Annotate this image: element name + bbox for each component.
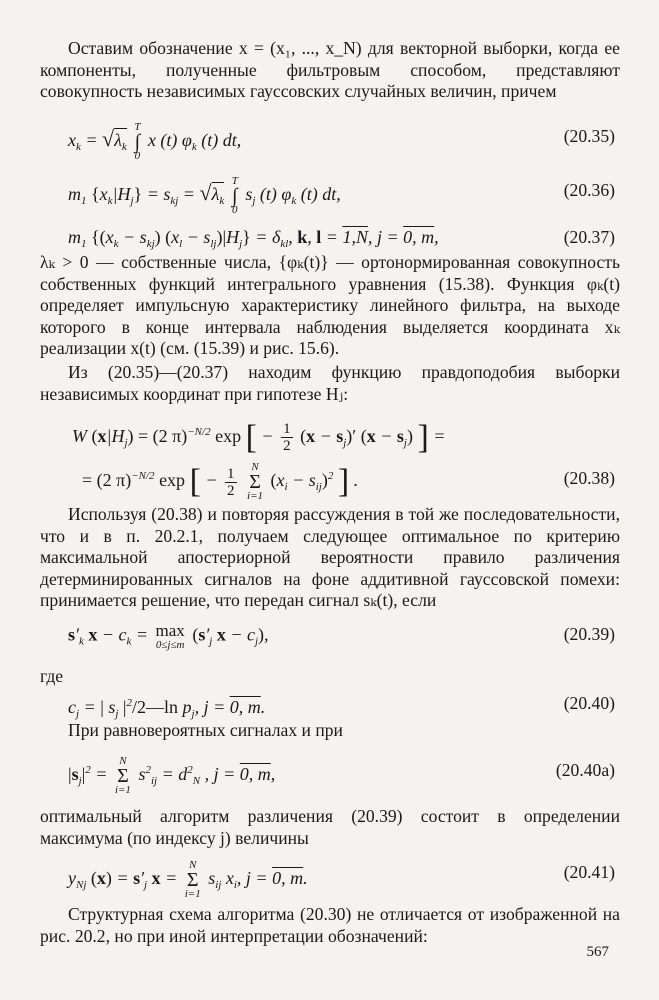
equation-20-40a: $|s_j|^2$ = N Σ i=1 $s^2_{ij} = d^2_N$ , j = 0, m, xyxy=(68,755,276,796)
equation-number-20-41: (20.41) xyxy=(563,862,615,882)
paragraph-eigen: λₖ > 0 — собственные числа, {φₖ(t)} — ортонормированная совокупность собственных функций интегрального уравнения (15.38). Функция φₖ(t) определяет импульсную характеристику линейного фильтра, на выходе которого в конце интервала наблюдения выделяется координата xₖ реализации x(t) (см. (15.39) и рис. 15.6). xyxy=(40,252,620,359)
equation-number-20-37: (20.37) xyxy=(563,227,615,247)
equation-20-35: $x_k = √\lambda_k$ T ∫ 0 x (t) $\varphi_k$ (t) dt, xyxy=(68,121,242,162)
paragraph-structure: Структурная схема алгоритма (20.30) не отличается от изображенной на рис. 20.2, но при иной интерпретации обозначений: xyxy=(40,904,620,946)
paragraph-intro: Оставим обозначение x = (x₁, ..., x_N) для векторной выборки, когда ее компоненты, полученные фильтровым способом, представляют совокупность независимых гауссовских случайных величин, причем xyxy=(40,38,620,102)
equation-number-20-35: (20.35) xyxy=(563,126,615,146)
equation-number-20-38: (20.38) xyxy=(563,468,615,488)
equation-20-39: $s'_k$ $x - c_k$ = max 0≤j≤m ($s'_j$ $x - c_j$), xyxy=(68,621,269,651)
paragraph-likelihood: Из (20.35)—(20.37) находим функцию правдоподобия выборки независимых координат при гипотезе Hⱼ: xyxy=(40,362,620,404)
equation-number-20-40: (20.40) xyxy=(563,693,615,713)
equation-20-38-line1: W $(x|H_j) = (2$ π)$^{-N/2}$ exp [ − $\frac{1}{2}$ $(x - s_j)'$ $(x - s_j)$ ] = xyxy=(72,418,446,456)
equation-number-20-40a: (20.40а) xyxy=(555,760,615,780)
paragraph-decision-rule: Используя (20.38) и повторяя рассуждения в той же последовательности, что и в п. 20.2.1, получаем следующее оптимальное по критерию максимальной апостериорной вероятности правило различения детерминированных сигналов на фоне аддитивной гауссовской помехи: принимается решение, что передан сигнал sₖ(t), если xyxy=(40,504,620,611)
equation-20-38-line2: = (2 π)$^{-N/2}$ exp [ − $\frac{1}{2}$ N Σ i=1 $(x_i - s_{ij})^2$ ] . xyxy=(82,461,359,502)
page-number: 567 xyxy=(586,944,609,960)
paragraph-equiprobable: При равновероятных сигналах и при xyxy=(68,720,343,740)
word-where: где xyxy=(40,666,64,686)
equation-20-41: $y_{Nj}$ $(x) = s'_j$ x = N Σ i=1 $s_{ij}$ $x_i$, j = 0, m. xyxy=(68,859,308,900)
equation-20-37: $m_1$ $\{(x_k - s_{kj}) (x_l - s_{lj})|H_j\} = \delta_{kl}$, k, l = 1,N, j = 0, m, xyxy=(68,227,439,250)
equation-20-40: $c_j$ = | $s_j$ $|^2/2—\ln$ $p_j$, j = 0, m. xyxy=(68,697,266,720)
paragraph-algorithm: оптимальный алгоритм различения (20.39) состоит в определении максимума (по индексу j) величины xyxy=(40,806,620,848)
equation-number-20-36: (20.36) xyxy=(563,180,615,200)
equation-number-20-39: (20.39) xyxy=(563,624,615,644)
equation-20-36: $m_1$ $\{x_k|H_j\} = s_{kj} = √\lambda_k$ T ∫ 0 $s_j$ (t) $\varphi_k$ (t) dt, xyxy=(68,175,341,216)
